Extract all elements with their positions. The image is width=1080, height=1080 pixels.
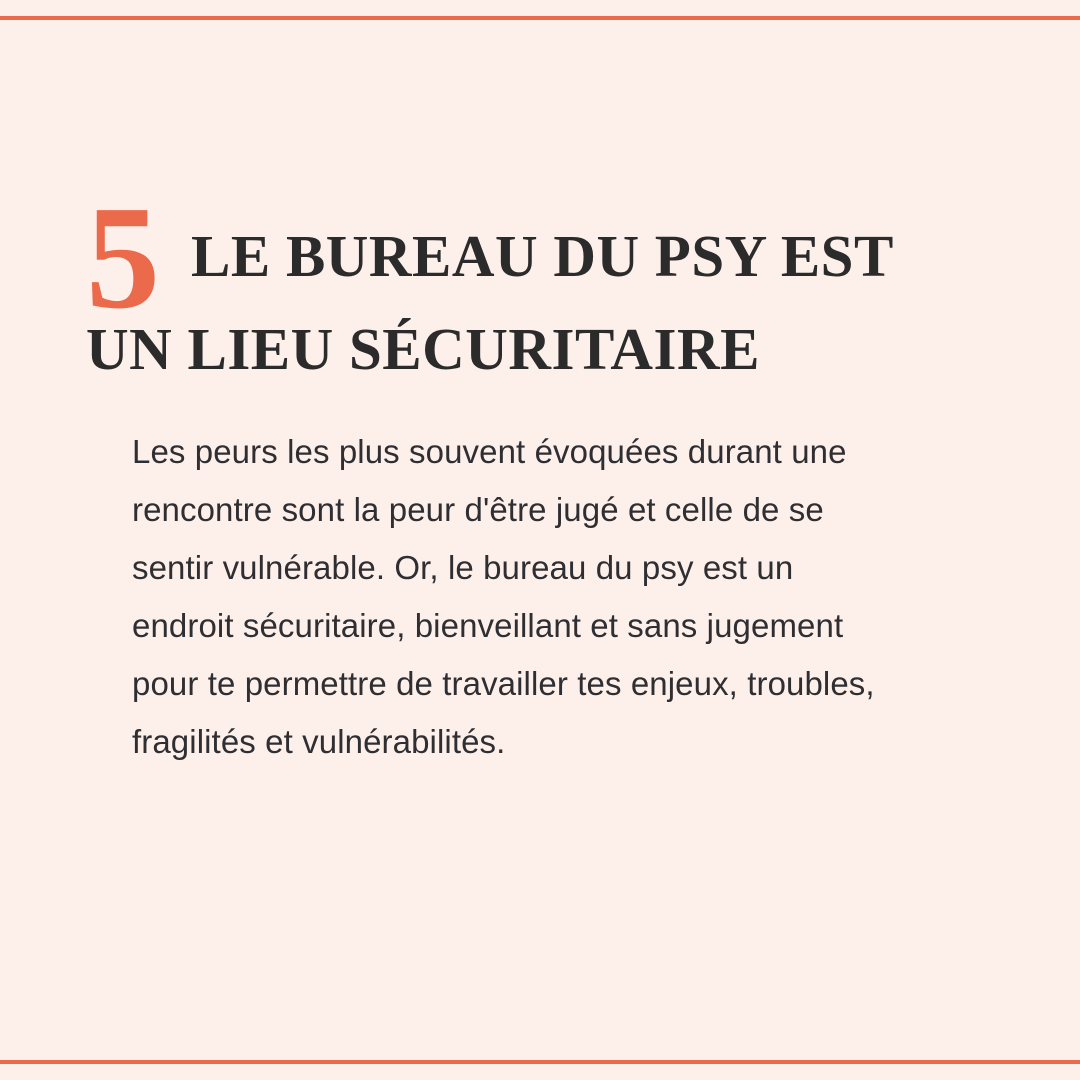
item-number: 5	[86, 176, 160, 340]
bottom-divider-rule	[0, 1060, 1080, 1064]
page-title: LE BUREAU DU PSY EST UN LIEU SÉCURITAIRE	[86, 223, 893, 382]
body-paragraph: Les peurs les plus souvent évoquées durant une rencontre sont la peur d'être jugé et celle de se sentir vulnérable. Or, le bureau du psy est un endroit sécuritaire, bienveillant et sans jugement pour te permettre de travailler tes enjeux, troubles, fragilités et vulnérabilités.	[132, 433, 875, 761]
slide-content	[86, 176, 986, 771]
top-divider-rule	[0, 16, 1080, 20]
headline-block	[86, 176, 986, 395]
